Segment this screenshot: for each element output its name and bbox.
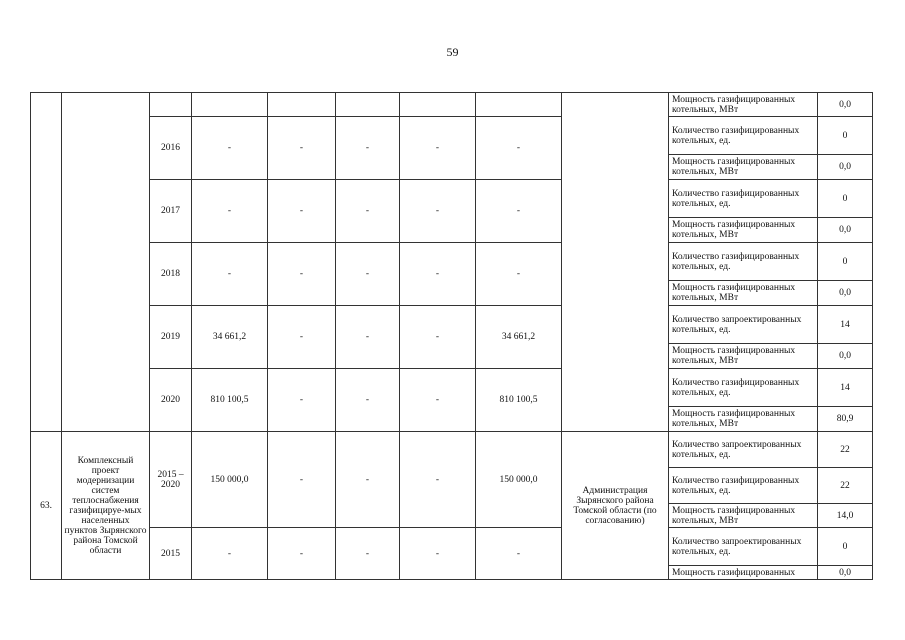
- indicator-name: Мощность газифицированных котельных, МВт: [669, 218, 818, 243]
- name-cell-empty: [62, 93, 150, 432]
- executor: Администрация Зырянского района Томской области (по согласованию): [562, 432, 669, 580]
- indicator-value: 0,0: [818, 93, 873, 117]
- indicator-name: Мощность газифицированных: [669, 566, 818, 580]
- indicator-value: 0,0: [818, 155, 873, 180]
- indicator-name: Количество запроектированных котельных, ед.: [669, 306, 818, 344]
- indicator-value: 0: [818, 180, 873, 218]
- table-row: 63. Комплексный проект модернизации систем теплоснабжения газифицируе-мых населенных пунктов Зырянского района Томской области 2015 – 2020 150 000,0 - - - 150 000,0 Администрация Зырянского района Томской области (по согласованию) Количество запроектированных котельных, ед. 22: [31, 432, 873, 468]
- indicator-value: 14: [818, 306, 873, 344]
- year-cell: 2015 – 2020: [150, 432, 192, 528]
- indicator-name: Мощность газифицированных котельных, МВт: [669, 344, 818, 369]
- indicator-name: Мощность газифицированных котельных, МВт: [669, 407, 818, 432]
- indicator-value: 0: [818, 117, 873, 155]
- year-cell: 2017: [150, 180, 192, 243]
- indicator-name: Количество газифицированных котельных, ед.: [669, 468, 818, 504]
- table-row: 2018 - - - - - Количество газифицированных котельных, ед. 0: [31, 243, 873, 281]
- indicator-name: Мощность газифицированных котельных, МВт: [669, 155, 818, 180]
- num-cell-empty: [31, 93, 62, 432]
- item-number: 63.: [31, 432, 62, 580]
- year-cell-empty: [150, 93, 192, 117]
- page-number: 59: [446, 45, 459, 59]
- indicator-name: Количество запроектированных котельных, ед.: [669, 432, 818, 468]
- indicator-value: 0: [818, 243, 873, 281]
- indicator-name: Количество запроектированных котельных, ед.: [669, 528, 818, 566]
- indicator-value: 0,0: [818, 281, 873, 306]
- indicator-value: 14: [818, 369, 873, 407]
- table-row: 2020 810 100,5 - - - 810 100,5 Количество газифицированных котельных, ед. 14: [31, 369, 873, 407]
- year-cell: 2020: [150, 369, 192, 432]
- year-cell: 2018: [150, 243, 192, 306]
- indicator-value: 80,9: [818, 407, 873, 432]
- indicator-name: Количество газифицированных котельных, ед.: [669, 180, 818, 218]
- indicator-name: Количество газифицированных котельных, ед.: [669, 369, 818, 407]
- indicator-value: 0: [818, 528, 873, 566]
- indicator-value: 22: [818, 432, 873, 468]
- indicator-value: 0,0: [818, 344, 873, 369]
- indicator-name: Количество газифицированных котельных, ед.: [669, 243, 818, 281]
- table-row: 2016 - - - - - Количество газифицированных котельных, ед. 0: [31, 117, 873, 155]
- year-cell: 2019: [150, 306, 192, 369]
- indicator-value: 14,0: [818, 504, 873, 528]
- indicator-value: 0,0: [818, 218, 873, 243]
- indicator-name: Мощность газифицированных котельных, МВт: [669, 504, 818, 528]
- year-cell: 2016: [150, 117, 192, 180]
- indicator-name: Мощность газифицированных котельных, МВт: [669, 281, 818, 306]
- table-row: 2019 34 661,2 - - - 34 661,2 Количество запроектированных котельных, ед. 14: [31, 306, 873, 344]
- indicator-value: 0,0: [818, 566, 873, 580]
- table-row: [31, 93, 873, 117]
- indicator-name: Мощность газифицированных котельных, МВт: [669, 93, 818, 117]
- table-row: 2017 - - - - - Количество газифицированных котельных, ед. 0: [31, 180, 873, 218]
- item-name: Комплексный проект модернизации систем теплоснабжения газифицируе-мых населенных пунктов Зырянского района Томской области: [62, 432, 150, 580]
- indicator-name: Количество газифицированных котельных, ед.: [669, 117, 818, 155]
- program-table: [30, 92, 873, 432]
- item-63-table: [30, 431, 873, 580]
- table-row: 2015 - - - - - Количество запроектированных котельных, ед. 0: [31, 528, 873, 566]
- year-cell: 2015: [150, 528, 192, 580]
- indicator-value: 22: [818, 468, 873, 504]
- executor-cell-empty: [562, 93, 669, 432]
